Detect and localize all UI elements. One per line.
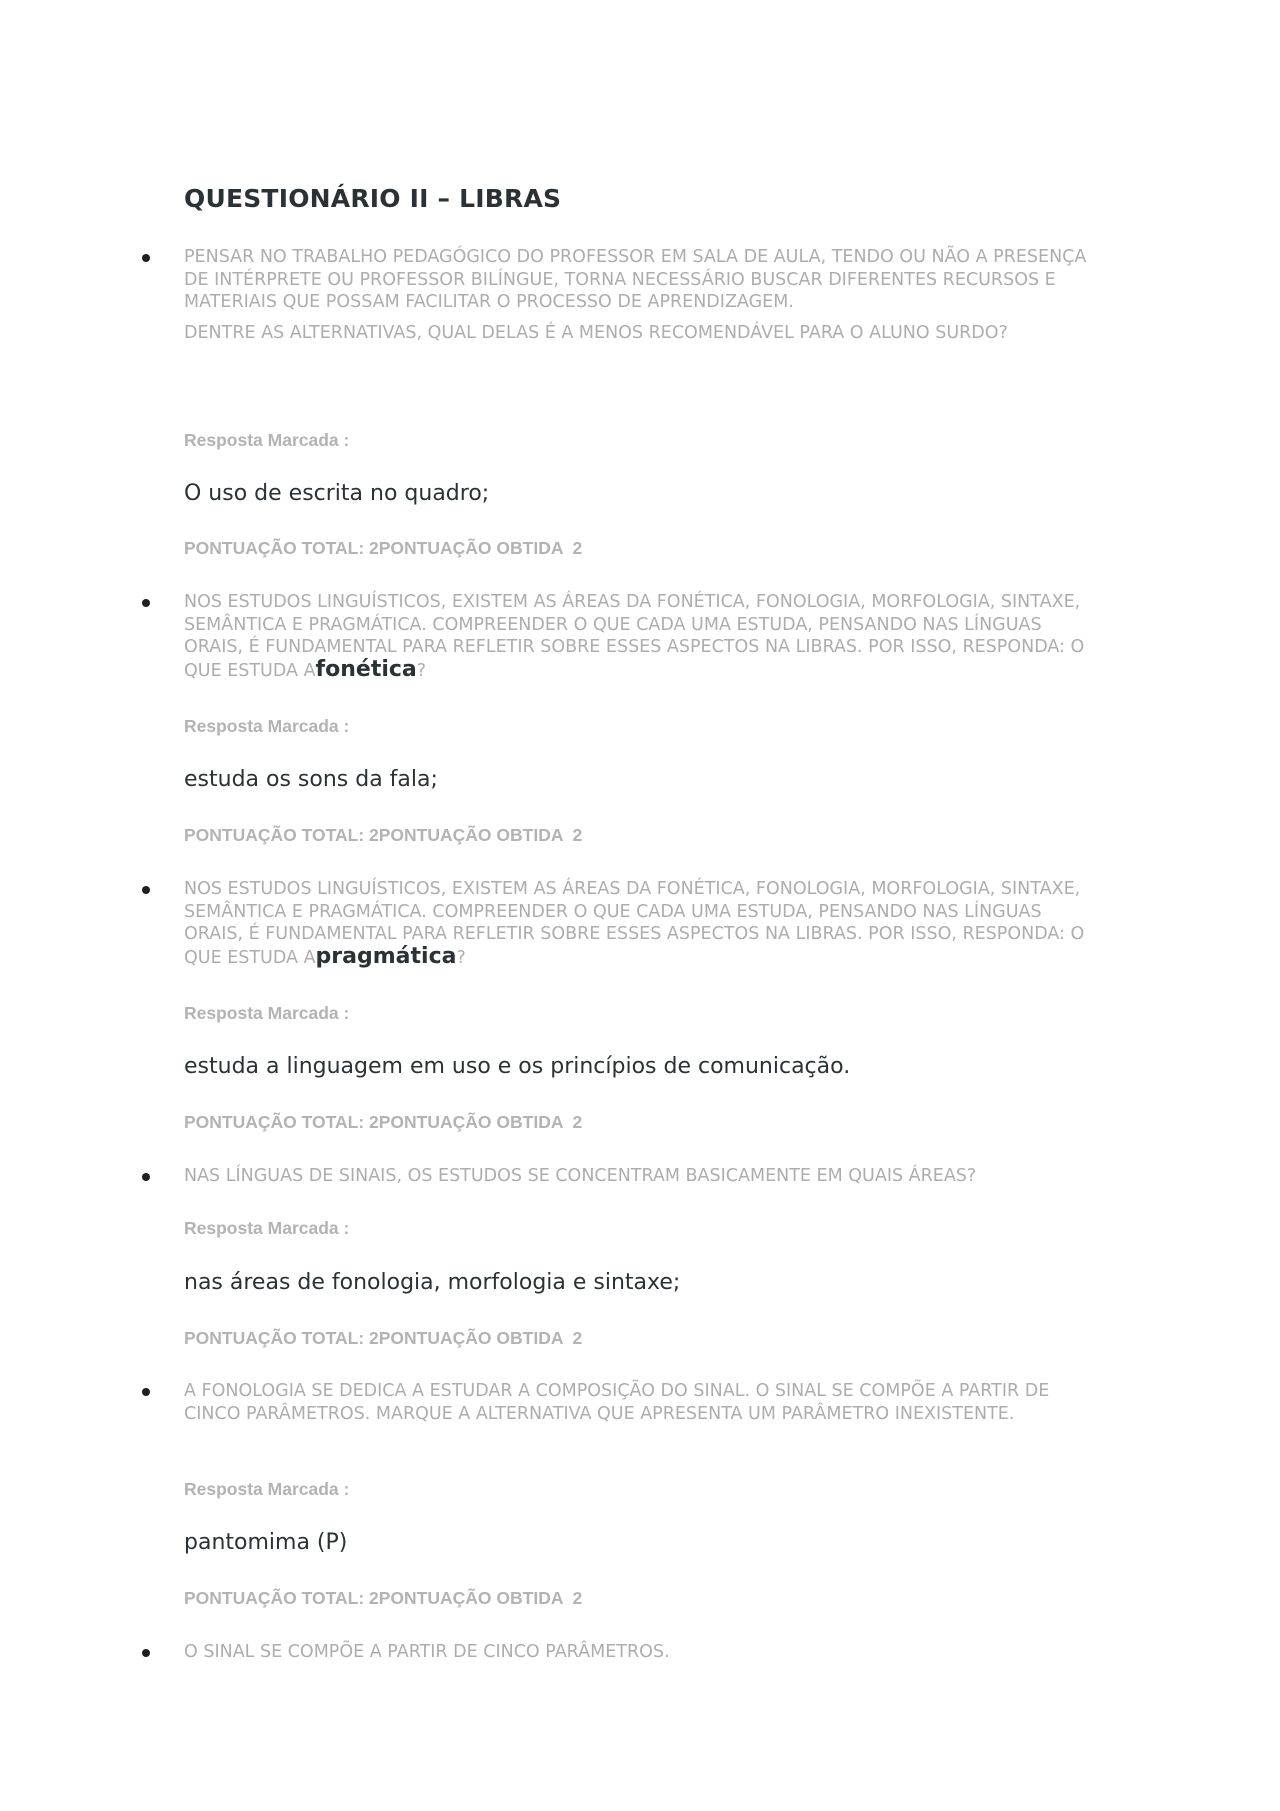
question-text-main: NOS ESTUDOS LINGUÍSTICOS, EXISTEM AS ÁREAS DA FONÉTICA, FONOLOGIA, MORFOLOGIA, SINTAXE, SEMÂNTICA E PRAGMÁTICA. COMPREENDER O QUE CADA UMA ESTUDA, PENSANDO NAS LÍNGUAS ORAIS, É FUNDAMENTAL PARA REFLETIR SOBRE ESSES ASPECTOS NA LIBRAS. POR ISSO, RESPONDA: O QUE ESTUDA A (184, 879, 1085, 969)
score-line: PONTUAÇÃO TOTAL: 2PONTUAÇÃO OBTIDA 2 (184, 1588, 583, 1608)
question-text (184, 878, 1104, 970)
score-line: PONTUAÇÃO TOTAL: 2PONTUAÇÃO OBTIDA 2 (184, 1328, 583, 1348)
marked-answer: nas áreas de fonologia, morfologia e sintaxe; (184, 1270, 681, 1295)
question-3 (184, 878, 1104, 970)
score-line: PONTUAÇÃO TOTAL: 2PONTUAÇÃO OBTIDA 2 (184, 538, 583, 558)
question-text (184, 591, 1104, 683)
answer-label: Resposta Marcada : (184, 1479, 350, 1499)
question-4 (184, 1165, 1104, 1188)
question-text: O SINAL SE COMPÕE A PARTIR DE CINCO PARÂMETROS. (184, 1642, 670, 1662)
answer-label: Resposta Marcada : (184, 1218, 350, 1238)
question-1 (184, 246, 1104, 345)
page-title: QUESTIONÁRIO II – LIBRAS (184, 184, 562, 213)
score-line: PONTUAÇÃO TOTAL: 2PONTUAÇÃO OBTIDA 2 (184, 1112, 583, 1132)
question-text: NAS LÍNGUAS DE SINAIS, OS ESTUDOS SE CONCENTRAM BASICAMENTE EM QUAIS ÁREAS? (184, 1166, 977, 1186)
question-text-end: ? (456, 948, 466, 969)
question-2 (184, 591, 1104, 683)
marked-answer: pantomima (P) (184, 1530, 348, 1555)
question-6 (184, 1641, 1104, 1664)
answer-label: Resposta Marcada : (184, 1003, 350, 1023)
question-emphasis: pragmática (315, 944, 457, 970)
marked-answer: O uso de escrita no quadro; (184, 481, 490, 506)
bullet-icon (142, 1173, 150, 1181)
bullet-icon (142, 886, 150, 894)
bullet-icon (142, 1388, 150, 1396)
marked-answer: estuda a linguagem em uso e os princípios de comunicação. (184, 1054, 851, 1079)
answer-label: Resposta Marcada : (184, 716, 350, 736)
bullet-icon (142, 599, 150, 607)
bullet-icon (142, 254, 150, 262)
question-5 (184, 1380, 1104, 1425)
score-line: PONTUAÇÃO TOTAL: 2PONTUAÇÃO OBTIDA 2 (184, 825, 583, 845)
question-text-end: ? (416, 661, 427, 682)
question-text: DENTRE AS ALTERNATIVAS, QUAL DELAS É A MENOS RECOMENDÁVEL PARA O ALUNO SURDO? (184, 323, 1008, 344)
bullet-icon (142, 1649, 150, 1657)
question-text: PENSAR NO TRABALHO PEDAGÓGICO DO PROFESSOR EM SALA DE AULA, TENDO OU NÃO A PRESENÇA DE INTÉRPRETE OU PROFESSOR BILÍNGUE, TORNA NECESSÁRIO BUSCAR DIFERENTES RECURSOS E MATERIAIS QUE POSSAM FACILITAR O PROCESSO DE APRENDIZAGEM. (184, 247, 1087, 313)
marked-answer: estuda os sons da fala; (184, 767, 438, 792)
answer-label: Resposta Marcada : (184, 430, 350, 450)
question-text: A FONOLOGIA SE DEDICA A ESTUDAR A COMPOSIÇÃO DO SINAL. O SINAL SE COMPÕE A PARTIR DE CINCO PARÂMETROS. MARQUE A ALTERNATIVA QUE APRESENTA UM PARÂMETRO INEXISTENTE. (184, 1381, 1050, 1424)
question-emphasis: fonética (315, 657, 417, 683)
question-text-main: NOS ESTUDOS LINGUÍSTICOS, EXISTEM AS ÁREAS DA FONÉTICA, FONOLOGIA, MORFOLOGIA, SINTAXE, SEMÂNTICA E PRAGMÁTICA. COMPREENDER O QUE CADA UMA ESTUDA, PENSANDO NAS LÍNGUAS ORAIS, É FUNDAMENTAL PARA REFLETIR SOBRE ESSES ASPECTOS NA LIBRAS. POR ISSO, RESPONDA: O QUE ESTUDA A (184, 592, 1085, 682)
